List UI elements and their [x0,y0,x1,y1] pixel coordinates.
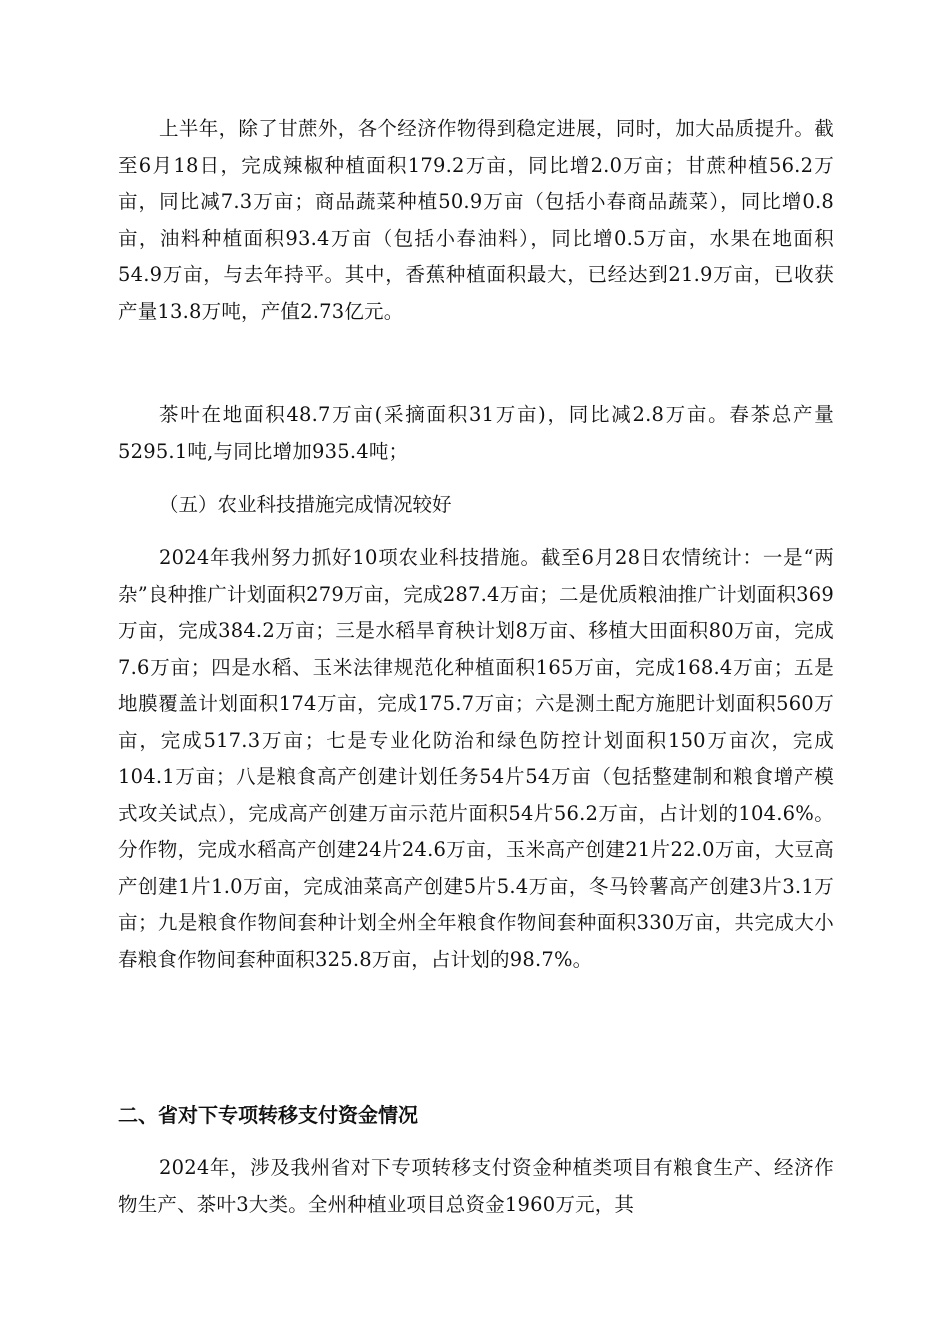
section-heading-transfer-funds: 二、省对下专项转移支付资金情况 [118,1103,418,1127]
paragraph-tea: 茶叶在地面积48.7万亩(采摘面积31万亩)，同比减2.8万亩。春茶总产量5295.1吨,与同比增加935.4吨； [118,403,834,463]
paragraph-agri-tech-measures: 2024年我州努力抓好10项农业科技措施。截至6月28日农情统计：一是“两杂”良种推广计划面积279万亩，完成287.4万亩；二是优质粮油推广计划面积369万亩，完成384.2万亩；三是水稻旱育秧计划8万亩、移植大田面积80万亩，完成7.6万亩；四是水稻、玉米法律规范化种植面积165万亩，完成168.4万亩；五是地膜覆盖计划面积174万亩，完成175.7万亩；六是测土配方施肥计划面积560万亩，完成517.3万亩；七是专业化防治和绿色防控计划面积150万亩次，完成104.1万亩；八是粮食高产创建计划任务54片54万亩（包括整建制和粮食增产模式攻关试点），完成高产创建万亩示范片面积54片56.2万亩，占计划的104.6%。分作物，完成水稻高产创建24片24.6万亩，玉米高产创建21片22.0万亩，大豆高产创建1片1.0万亩，完成油菜高产创建5片5.4万亩，冬马铃薯高产创建3片3.1万亩；九是粮食作物间套种计划全州全年粮食作物间套种面积330万亩，共完成大小春粮食作物间套种面积325.8万亩，占计划的98.7%。 [118,546,834,971]
paragraph-economic-crops: 上半年，除了甘蔗外，各个经济作物得到稳定进展，同时，加大品质提升。截至6月18日，完成辣椒种植面积179.2万亩，同比增2.0万亩；甘蔗种植56.2万亩，同比减7.3万亩；商品蔬菜种植50.9万亩（包括小春商品蔬菜），同比增0.8亩，油料种植面积93.4万亩（包括小春油料），同比增0.5万亩，水果在地面积54.9万亩，与去年持平。其中，香蕉种植面积最大，已经达到21.9万亩，已收获产量13.8万吨，产值2.73亿元。 [118,117,834,323]
subheading-agri-tech: （五）农业科技措施完成情况较好 [159,493,452,516]
paragraph-transfer-funds: 2024年，涉及我州省对下专项转移支付资金种植类项目有粮食生产、经济作物生产、茶叶3大类。全州种植业项目总资金1960万元，其 [118,1156,834,1216]
